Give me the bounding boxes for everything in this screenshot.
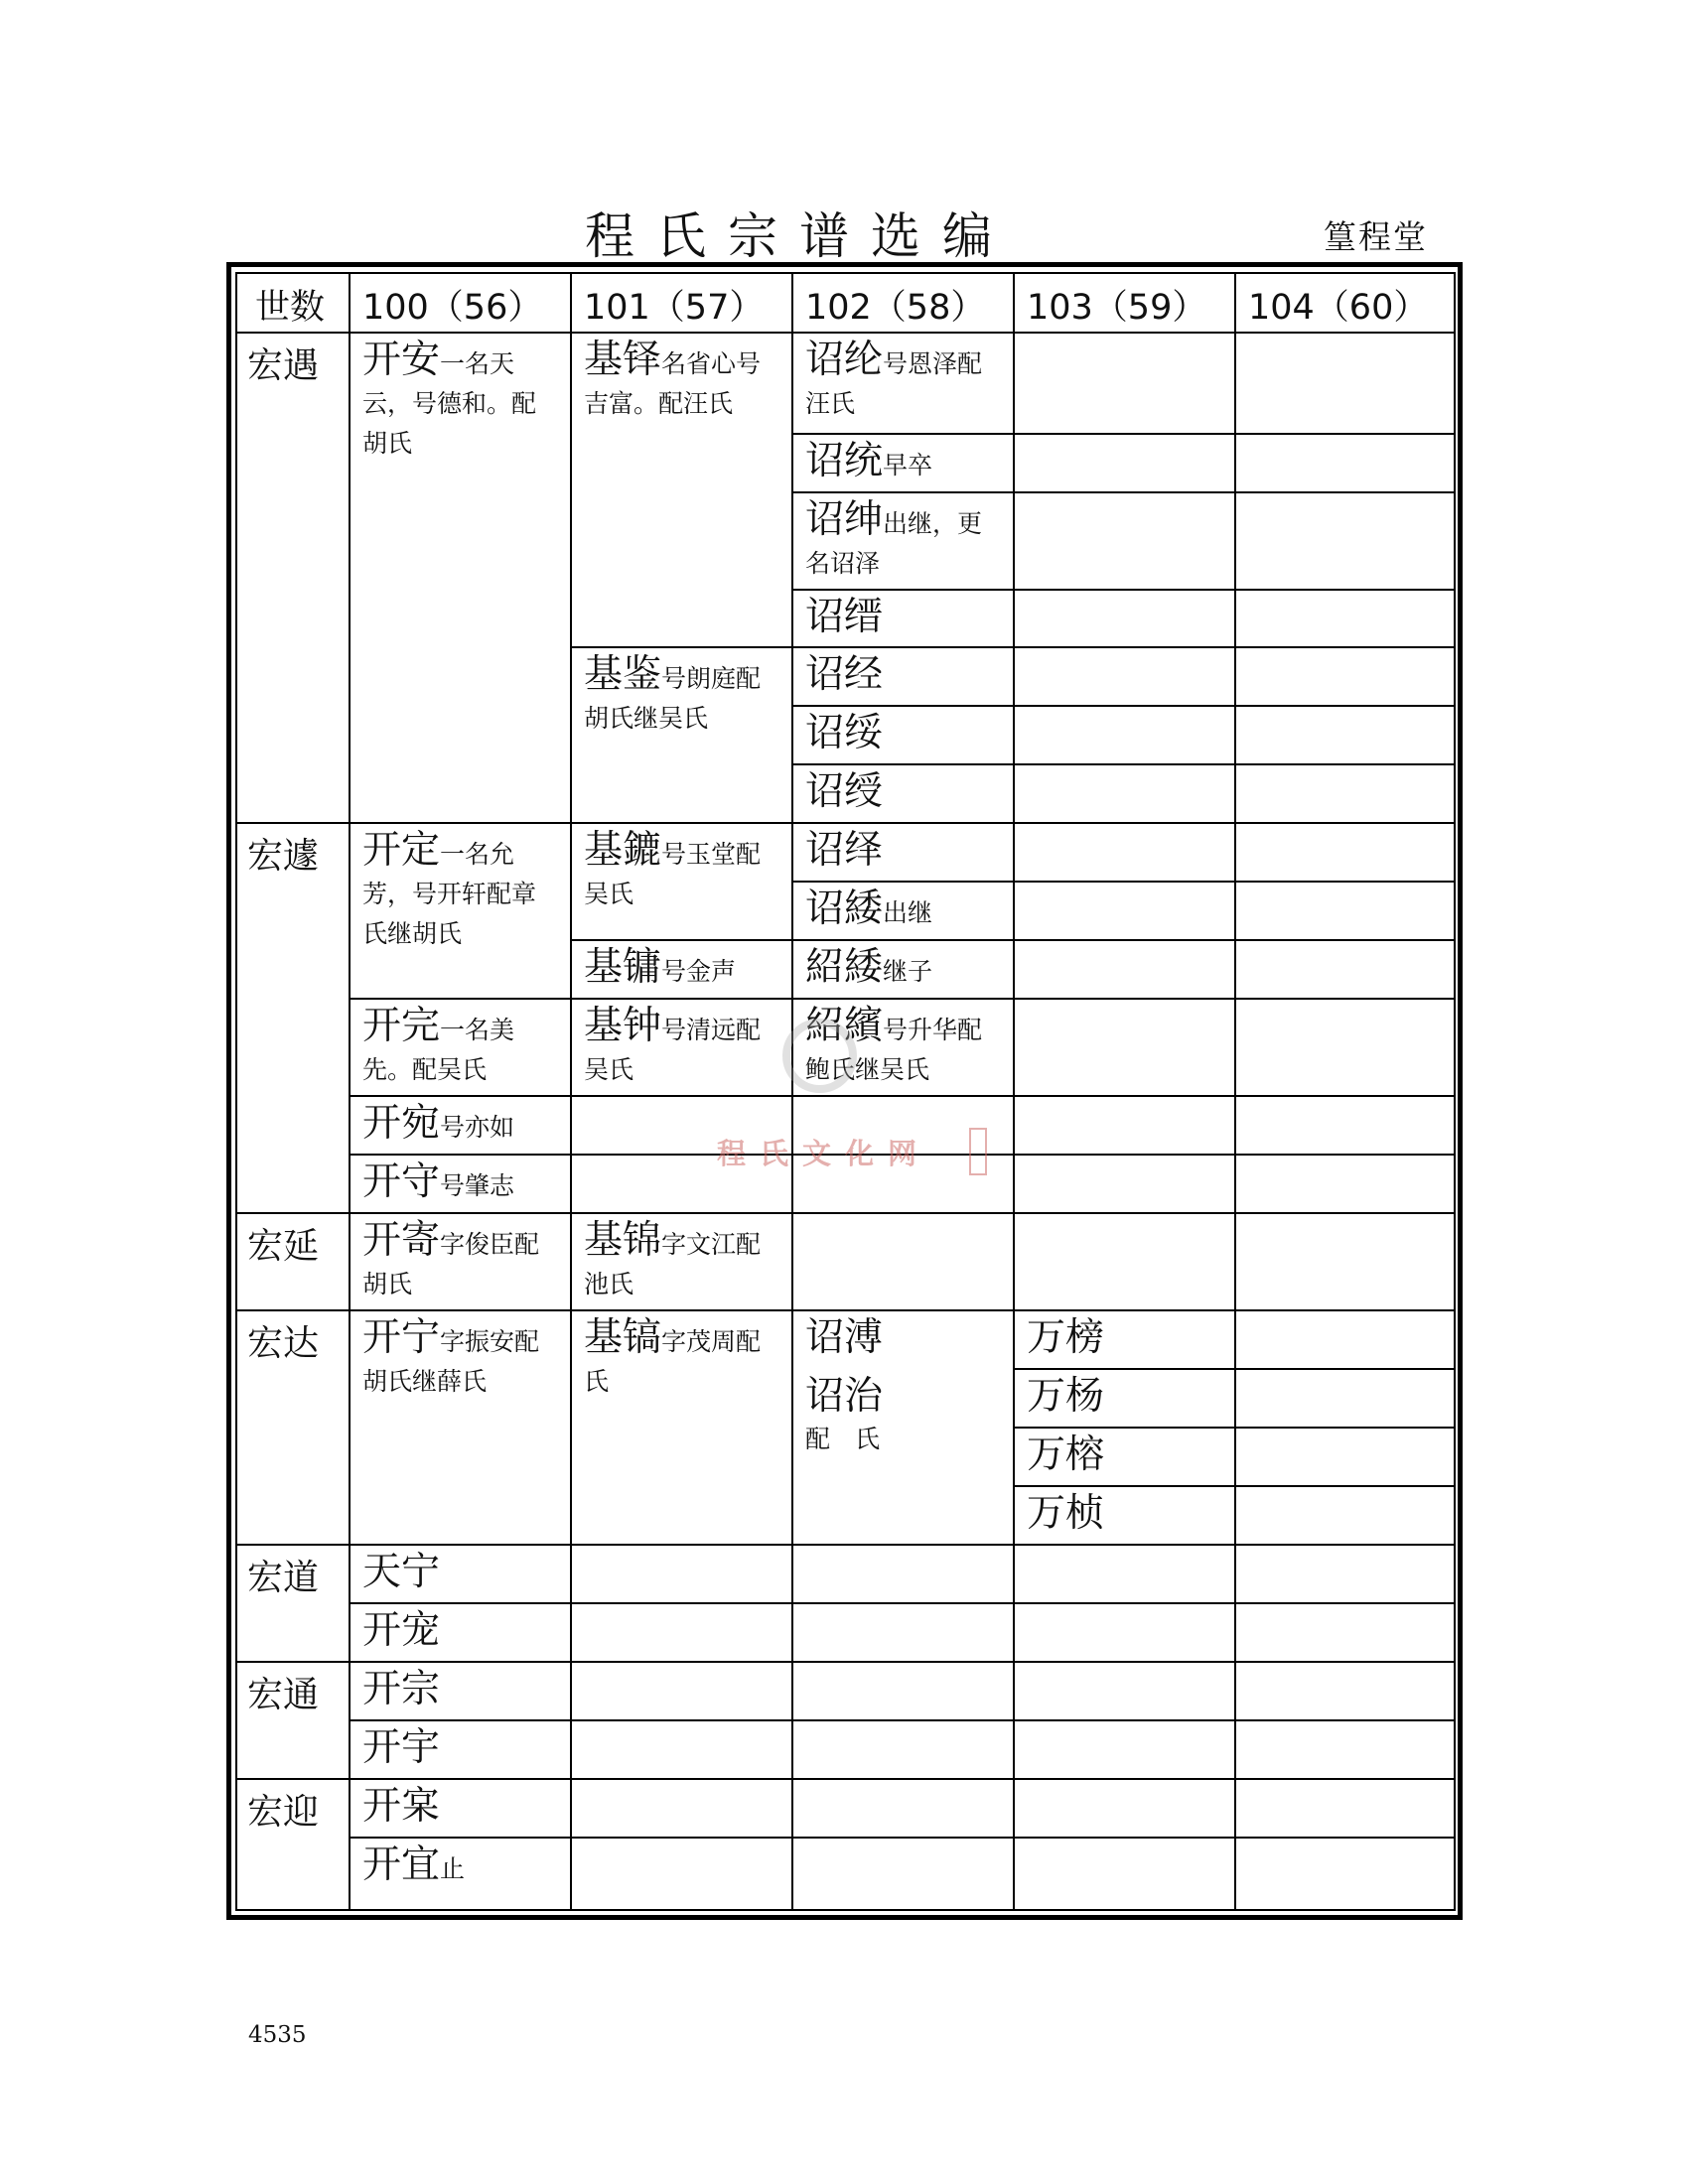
page-number: 4535 <box>248 2022 307 2048</box>
ancestor-name: 宏延 <box>247 1226 320 1267</box>
person-name: 万桢 <box>1027 1491 1105 1536</box>
person-note: 号升华配鲍氏继吴氏 <box>805 1016 983 1084</box>
person-note: 名省心号吉富。配汪氏 <box>584 349 762 418</box>
person-name: 开宛 <box>362 1101 441 1146</box>
ancestor-name: 宏遇 <box>247 345 320 386</box>
person-entry <box>791 881 1013 939</box>
person-entry <box>570 998 791 1095</box>
person-entry <box>791 646 1013 705</box>
person-entry <box>1013 1309 1234 1368</box>
person-name: 基镐 <box>584 1315 662 1360</box>
person-name: 开定 <box>362 828 441 873</box>
ancestor-name: 宏迎 <box>247 1792 320 1833</box>
person-name: 诏治 <box>805 1374 884 1419</box>
person-name: 基鉴 <box>584 652 662 697</box>
person-note: 字振安配胡氏继薛氏 <box>362 1327 540 1396</box>
person-entry <box>349 1309 570 1544</box>
person-name: 诏统 <box>805 439 884 483</box>
person-entry <box>570 939 791 998</box>
person-name: 开宇 <box>362 1725 441 1770</box>
person-entry <box>791 998 1013 1095</box>
person-entry <box>349 1212 570 1309</box>
person-entry <box>791 433 1013 491</box>
person-name: 诏緌 <box>805 887 884 931</box>
person-name: 诏绶 <box>805 769 884 814</box>
person-entry <box>791 589 1013 646</box>
ancestor-name: 宏达 <box>247 1323 320 1364</box>
person-note: 号金声 <box>661 957 737 986</box>
person-name: 开宗 <box>362 1667 441 1711</box>
person-name: 万杨 <box>1027 1374 1105 1419</box>
person-name: 万榜 <box>1027 1315 1105 1360</box>
person-name: 开守 <box>362 1160 441 1204</box>
person-entry <box>349 1095 570 1154</box>
person-note: 配 氏 <box>805 1425 881 1453</box>
person-name: 诏溥 <box>805 1315 884 1360</box>
person-name: 开完 <box>362 1004 441 1048</box>
person-entry <box>791 1368 1013 1544</box>
person-entry <box>570 822 791 939</box>
column-divider <box>1013 274 1015 1909</box>
person-name: 开寄 <box>362 1218 441 1263</box>
person-note: 号恩泽配汪氏 <box>805 349 983 418</box>
person-note: 一名天云，号德和。配胡氏 <box>362 349 537 458</box>
page-title: 程氏宗谱选编 <box>585 207 1014 265</box>
header-gen-102: 102（58） <box>805 288 986 328</box>
person-note: 早卒 <box>883 451 933 479</box>
person-note: 字茂周配 氏 <box>584 1327 786 1396</box>
header-gen-104: 104（60） <box>1248 288 1429 328</box>
ancestor-name: 宏道 <box>247 1558 320 1598</box>
person-name: 万榕 <box>1027 1433 1105 1477</box>
person-name: 诏绅 <box>805 497 884 542</box>
person-name: 基鏕 <box>584 828 662 873</box>
person-name: 紹繽 <box>805 1004 884 1048</box>
person-entry <box>349 1719 570 1778</box>
person-name: 基锦 <box>584 1218 662 1263</box>
person-note: 止 <box>440 1854 466 1883</box>
person-name: 诏缙 <box>805 595 884 639</box>
person-note: 出继 <box>883 898 933 927</box>
person-entry <box>349 1778 570 1837</box>
person-name: 开安 <box>362 338 441 382</box>
person-entry <box>349 1837 570 1909</box>
person-note: 字俊臣配胡氏 <box>362 1230 540 1298</box>
person-note: 号清远配吴氏 <box>584 1016 762 1084</box>
person-entry <box>349 1602 570 1661</box>
person-name: 基铎 <box>584 338 662 382</box>
person-entry <box>791 822 1013 881</box>
watermark-text: 程氏文化网 <box>717 1137 931 1170</box>
ancestor-name: 宏遽 <box>247 836 320 877</box>
person-entry <box>791 491 1013 589</box>
person-entry <box>570 646 791 822</box>
person-name: 基钟 <box>584 1004 662 1048</box>
person-note: 一名允芳，号开轩配章氏继胡氏 <box>362 840 537 948</box>
person-note: 出继，更名诏泽 <box>805 509 983 578</box>
person-entry <box>349 1544 570 1602</box>
genealogy-table <box>235 272 1456 1911</box>
person-entry <box>791 763 1013 822</box>
person-name: 开宠 <box>362 1608 441 1653</box>
person-entry <box>349 332 570 822</box>
person-note: 继子 <box>883 957 933 986</box>
ancestor-name: 宏通 <box>247 1675 320 1715</box>
person-entry <box>791 332 1013 433</box>
header-gen-103: 103（59） <box>1027 288 1207 328</box>
person-entry <box>791 705 1013 763</box>
person-entry <box>1013 1368 1234 1427</box>
person-name: 诏绥 <box>805 711 884 755</box>
person-entry <box>1013 1427 1234 1485</box>
person-name: 诏绎 <box>805 828 884 873</box>
person-name: 紹緌 <box>805 945 884 990</box>
person-note: 一名美先。配吴氏 <box>362 1016 515 1084</box>
person-name: 开宁 <box>362 1315 441 1360</box>
person-name: 开宜 <box>362 1843 441 1887</box>
person-entry <box>349 1154 570 1212</box>
person-note: 号肇志 <box>440 1171 515 1200</box>
person-entry <box>570 332 791 646</box>
column-divider <box>1234 274 1236 1909</box>
person-entry <box>349 822 570 998</box>
header-gen-101: 101（57） <box>584 288 765 328</box>
person-name: 诏纶 <box>805 338 884 382</box>
person-note: 号朗庭配胡氏继吴氏 <box>584 664 762 733</box>
person-entry <box>570 1309 791 1544</box>
person-note: 号亦如 <box>440 1113 515 1142</box>
person-entry <box>791 1309 1013 1368</box>
person-name: 天宁 <box>362 1550 441 1594</box>
person-entry <box>570 1212 791 1309</box>
header-gen-100: 100（56） <box>362 288 543 328</box>
header-generation: 世数 <box>255 288 326 328</box>
person-note: 号玉堂配吴氏 <box>584 840 762 908</box>
person-entry <box>1013 1485 1234 1544</box>
person-entry <box>791 939 1013 998</box>
person-note: 字文江配池氏 <box>584 1230 762 1298</box>
person-name: 诏经 <box>805 652 884 697</box>
hall-name: 篁程堂 <box>1324 217 1428 256</box>
person-name: 开宲 <box>362 1784 441 1829</box>
person-name: 基镛 <box>584 945 662 990</box>
person-entry <box>349 1661 570 1719</box>
person-entry <box>349 998 570 1095</box>
